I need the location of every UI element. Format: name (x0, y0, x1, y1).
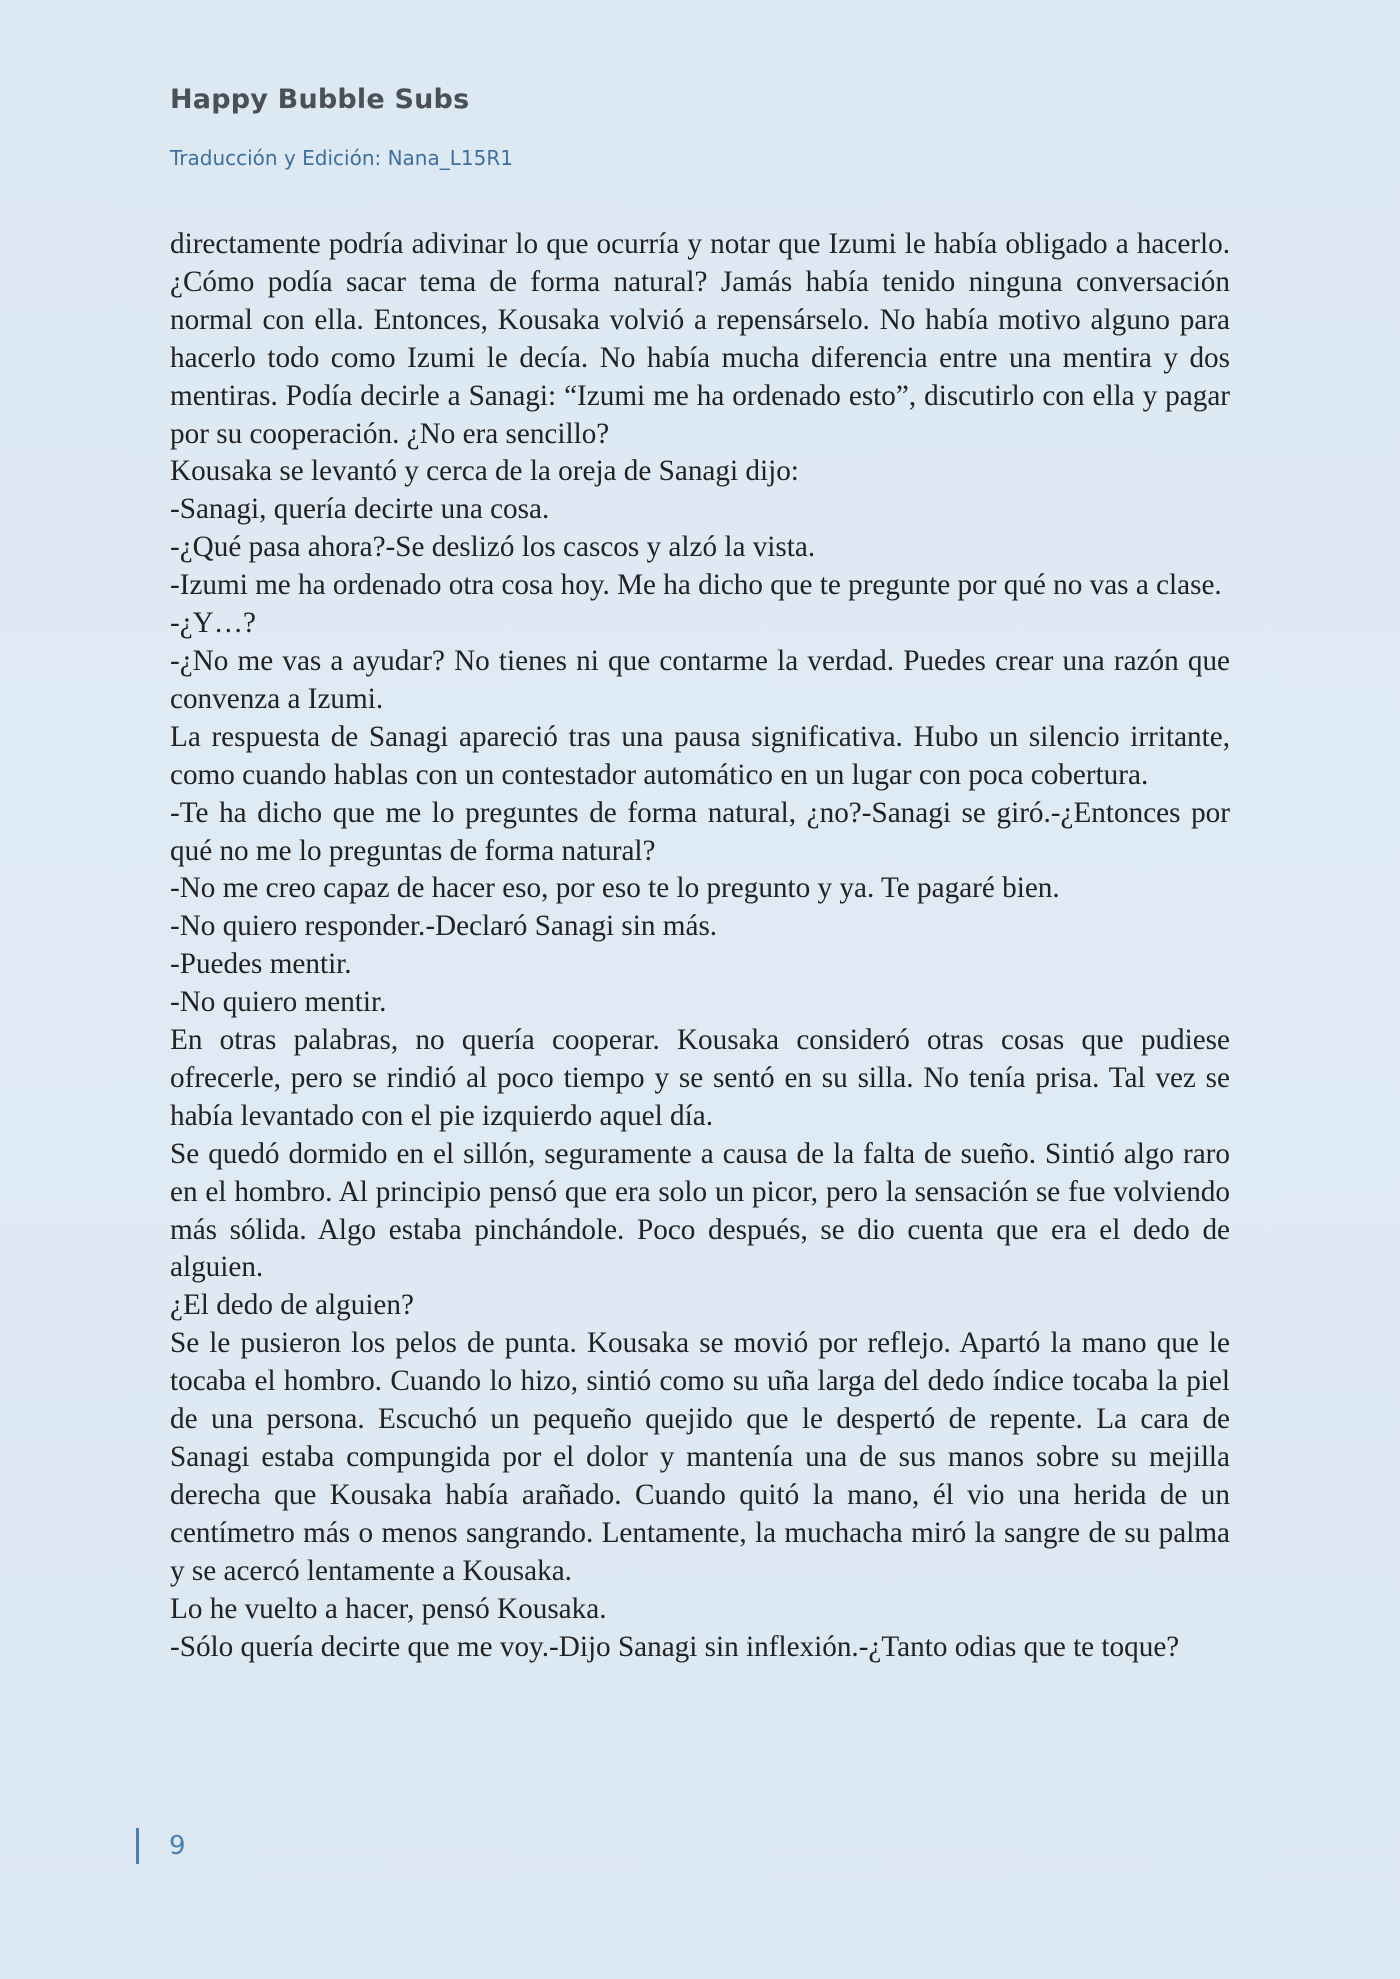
page-footer (136, 1828, 186, 1864)
paragraph: -Puedes mentir. (170, 948, 352, 981)
paragraph: En otras palabras, no quería cooperar. Kousaka consideró otras cosas que pudiese ofrecerle, pero se rindió al poco tiempo y se sentó en su silla. No tenía prisa. Tal vez se había levantado con el pie izquierdo aquel día. (170, 1024, 1230, 1132)
paragraph: ¿El dedo de alguien? (170, 1289, 414, 1322)
paragraph: -¿No me vas a ayudar? No tienes ni que contarme la verdad. Puedes crear una razón que convenza a Izumi. (170, 644, 1230, 715)
paragraph: -Izumi me ha ordenado otra cosa hoy. Me ha dicho que te pregunte por qué no vas a clase. (170, 569, 1222, 602)
paragraph: -¿Y…? (170, 607, 256, 640)
header-title: Happy Bubble Subs (170, 84, 470, 115)
paragraph: Se quedó dormido en el sillón, seguramente a causa de la falta de sueño. Sintió algo raro en el hombro. Al principio pensó que era solo un picor, pero la sensación se fue volviendo más sólida. Algo estaba pinchándole. Poco después, se dio cuenta que era el dedo de alguien. (170, 1137, 1230, 1284)
paragraph: -¿Qué pasa ahora?-Se deslizó los cascos y alzó la vista. (170, 531, 816, 564)
body-text (170, 226, 1230, 1666)
paragraph: -Sólo quería decirte que me voy.-Dijo Sanagi sin inflexión.-¿Tanto odias que te toque? (170, 1630, 1180, 1663)
paragraph: Kousaka se levantó y cerca de la oreja de Sanagi dijo: (170, 455, 799, 488)
paragraph: -Te ha dicho que me lo preguntes de forma natural, ¿no?-Sanagi se giró.-¿Entonces por qué no me lo preguntas de forma natural? (170, 796, 1230, 867)
paragraph: La respuesta de Sanagi apareció tras una pausa significativa. Hubo un silencio irritante, como cuando hablas con un contestador automático en un lugar con poca cobertura. (170, 720, 1230, 791)
paragraph: directamente podría adivinar lo que ocurría y notar que Izumi le había obligado a hacerlo. ¿Cómo podía sacar tema de forma natural? Jamás había tenido ninguna conversación normal con ella. Entonces, Kousaka volvió a repensárselo. No había motivo alguno para hacerlo todo como Izumi le decía. No había mucha diferencia entre una mentira y dos mentiras. Podía decirle a Sanagi: “Izumi me ha ordenado esto”, discutirlo con ella y pagar por su cooperación. ¿No era sencillo? (170, 228, 1230, 450)
paragraph: -No me creo capaz de hacer eso, por eso te lo pregunto y ya. Te pagaré bien. (170, 872, 1060, 905)
paragraph: Lo he vuelto a hacer, pensó Kousaka. (170, 1592, 607, 1625)
header-subtitle: Traducción y Edición: Nana_L15R1 (170, 146, 513, 170)
page-number: 9 (169, 1831, 186, 1861)
paragraph: -No quiero mentir. (170, 986, 387, 1019)
paragraph: Se le pusieron los pelos de punta. Kousaka se movió por reflejo. Apartó la mano que le tocaba el hombro. Cuando lo hizo, sintió como su uña larga del dedo índice tocaba la piel de una persona. Escuchó un pequeño quejido que le despertó de repente. La cara de Sanagi estaba compungida por el dolor y mantenía una de sus manos sobre su mejilla derecha que Kousaka había arañado. Cuando quitó la mano, él vio una herida de un centímetro más o menos sangrando. Lentamente, la muchacha miró la sangre de su palma y se acercó lentamente a Kousaka. (170, 1327, 1230, 1587)
paragraph: -Sanagi, quería decirte una cosa. (170, 493, 550, 526)
footer-divider (136, 1828, 139, 1864)
paragraph: -No quiero responder.-Declaró Sanagi sin más. (170, 910, 718, 943)
